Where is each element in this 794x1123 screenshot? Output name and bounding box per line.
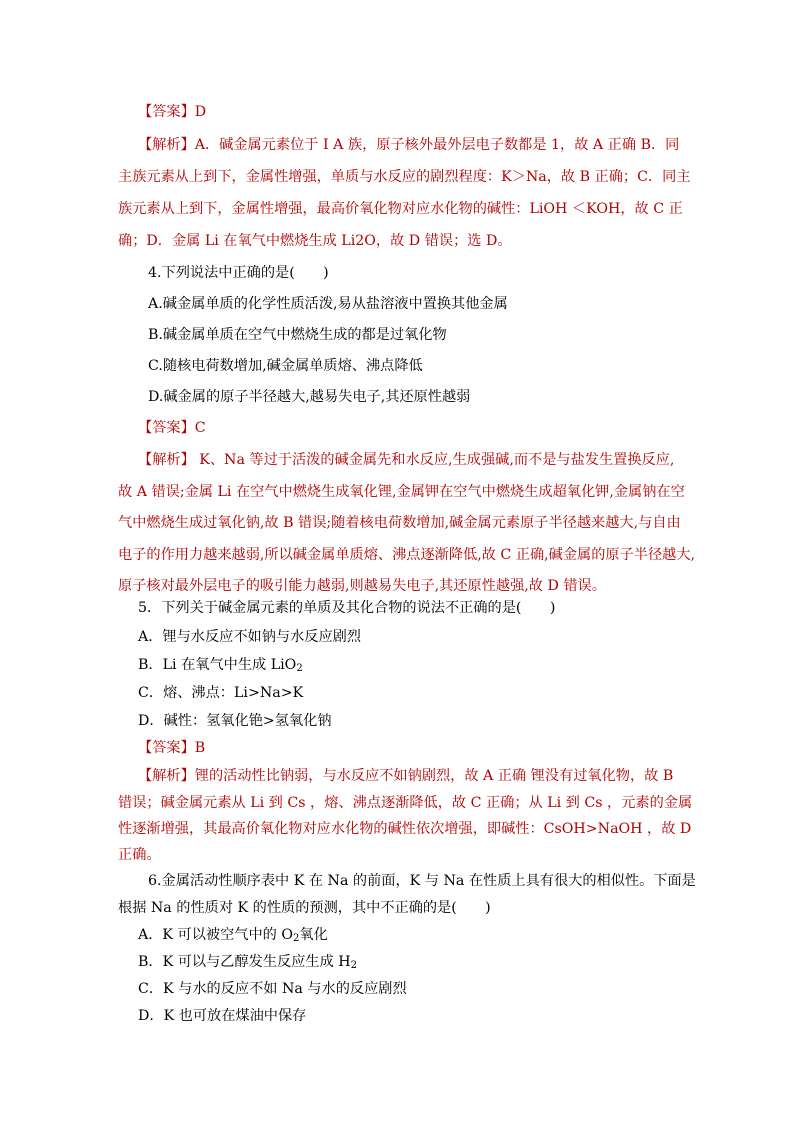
analysis-line: 故 A 错误;金属 Li 在空气中燃烧生成氧化锂,金属钾在空气中燃烧生成超氧化钾,金属钠在空 xyxy=(118,484,685,500)
question-6-option-d: D．K 也可放在煤油中保存 xyxy=(138,1008,307,1024)
analysis-line: 错误；碱金属元素从 Li 到 Cs ，熔、沸点逐渐降低，故 C 正确；从 Li 到 Cs ，元素的金属 xyxy=(118,795,693,811)
analysis-line: 电子的作用力越来越弱,所以碱金属单质熔、沸点逐渐降低,故 C 正确,碱金属的原子半径越大, xyxy=(118,547,696,563)
analysis-line: 气中燃烧生成过氧化钠,故 B 错误;随着核电荷数增加,碱金属元素原子半径越来越大,与自由 xyxy=(118,515,681,531)
question-6-stem: 6.金属活动性顺序表中 K 在 Na 的前面，K 与 Na 在性质上具有很大的相似性。下面是 xyxy=(148,873,696,889)
question-6-option-b xyxy=(138,952,357,972)
question-5-stem: 5．下列关于碱金属元素的单质及其化合物的说法不正确的是( ) xyxy=(138,600,556,616)
question-5-option-c: C．熔、沸点：Li>Na>K xyxy=(138,685,304,701)
question-5-option-b xyxy=(138,655,303,675)
option-text: 氧化 xyxy=(299,927,328,943)
analysis-line: 【解析】锂的活动性比钠弱，与水反应不如钠剧烈，故 A 正确 锂没有过氧化物，故 B xyxy=(138,768,674,784)
analysis-line: 确；D．金属 Li 在氧气中燃烧生成 Li2O，故 D 错误；选 D。 xyxy=(118,233,512,249)
subscript: 2 xyxy=(293,933,300,944)
question-6-option-a xyxy=(138,925,328,945)
analysis-line: 主族元素从上到下，金属性增强，单质与水反应的剧烈程度：K＞Na，故 B 正确；C．同主 xyxy=(118,169,691,185)
analysis-line: 族元素从上到下，金属性增强，最高价氧化物对应水化物的碱性：LiOH ＜KOH，故 C 正 xyxy=(118,201,683,217)
question-4-option-a: A.碱金属单质的化学性质活泼,易从盐溶液中置换其他金属 xyxy=(148,296,508,312)
answer-d: 【答案】D xyxy=(138,104,207,120)
analysis-line: 【解析】 K、Na 等过于活泼的碱金属先和水反应,生成强碱,而不是与盐发生置换反应, xyxy=(138,452,675,468)
question-4-option-d: D.碱金属的原子半径越大,越易失电子,其还原性越弱 xyxy=(148,389,471,405)
option-text: B．Li 在氧气中生成 LiO xyxy=(138,657,297,673)
question-6-option-c: C．K 与水的反应不如 Na 与水的反应剧烈 xyxy=(138,981,407,997)
analysis-line: 原子核对最外层电子的吸引能力越弱,则越易失电子,其还原性越强,故 D 错误。 xyxy=(118,578,606,594)
answer-c: 【答案】C xyxy=(138,420,206,436)
question-4-stem: 4.下列说法中正确的是( ) xyxy=(148,265,329,281)
option-text: B．K 可以与乙醇发生反应生成 H xyxy=(138,954,351,970)
analysis-line: 正确。 xyxy=(118,847,161,863)
question-4-option-b: B.碱金属单质在空气中燃烧生成的都是过氧化物 xyxy=(148,327,447,343)
question-5-option-a: A．锂与水反应不如钠与水反应剧烈 xyxy=(138,629,362,645)
question-4-option-c: C.随核电荷数增加,碱金属单质熔、沸点降低 xyxy=(148,358,423,374)
answer-b: 【答案】B xyxy=(138,740,206,756)
subscript: 2 xyxy=(350,960,358,971)
subscript: 2 xyxy=(296,663,303,674)
analysis-line: 性逐渐增强，其最高价氧化物对应水化物的碱性依次增强，即碱性：CsOH>NaOH ，故 D xyxy=(118,821,692,837)
question-6-stem: 根据 Na 的性质对 K 的性质的预测，其中不正确的是( ) xyxy=(118,900,491,916)
analysis-line: 【解析】A．碱金属元素位于 I A 族，原子核外最外层电子数都是 1，故 A 正确 B．同 xyxy=(138,137,680,153)
question-5-option-d: D．碱性：氢氧化铯>氢氧化钠 xyxy=(138,713,332,729)
option-text: A．K 可以被空气中的 O xyxy=(138,927,293,943)
